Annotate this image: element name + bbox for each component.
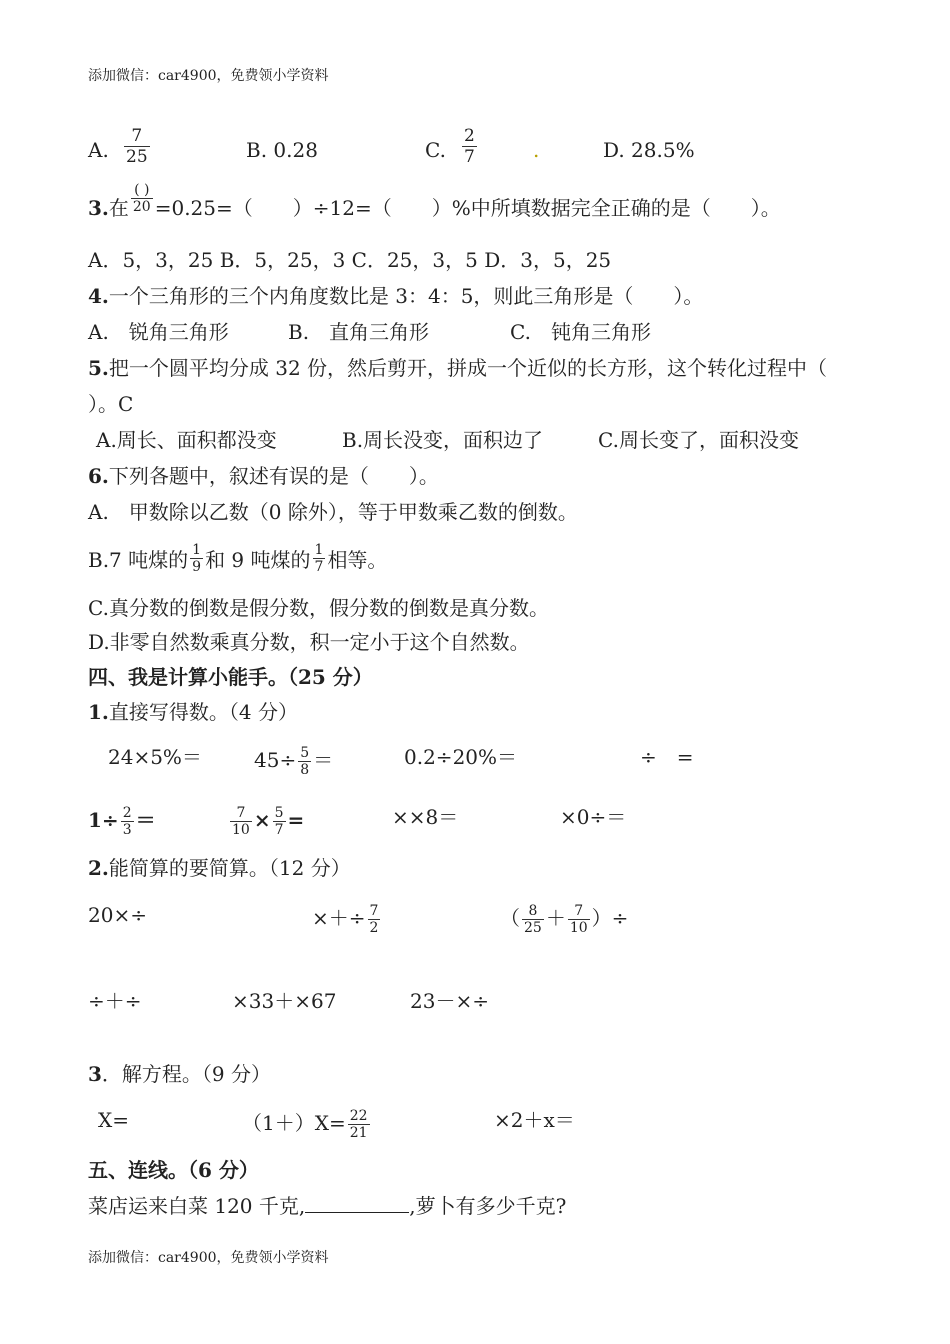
q4-option-a: A. 锐角三角形 bbox=[88, 320, 229, 344]
calc-1-2-suffix: ＝ bbox=[313, 748, 334, 772]
calc-1-6-fraction-1 bbox=[230, 805, 252, 838]
q6-option-d: D.非零自然数乘真分数，积一定小于这个自然数。 bbox=[88, 630, 530, 654]
q6-b-prefix: B.7 吨煤的 bbox=[88, 548, 189, 572]
q2-option-c-label: C. bbox=[425, 138, 446, 162]
equation-1: X= bbox=[98, 1108, 129, 1132]
q5-text: 把一个圆平均分成 32 份，然后剪开，拼成一个近似的长方形，这个转化过程中（ bbox=[108, 356, 828, 380]
problem-suffix: ,萝卜有多少千克? bbox=[409, 1194, 567, 1218]
fraction-numerator: 8 bbox=[522, 903, 544, 920]
q6-b-fraction-2 bbox=[313, 542, 326, 575]
equation-2 bbox=[242, 1108, 372, 1141]
section-5-title: 五、连线。（6 分） bbox=[88, 1158, 259, 1182]
calc-1-5-prefix: 1÷ bbox=[88, 808, 119, 832]
question-number: 5. bbox=[88, 356, 109, 380]
q3-fraction bbox=[131, 182, 153, 215]
problem-prefix: 菜店运来白菜 120 千克, bbox=[88, 1194, 306, 1218]
fraction-numerator: 22 bbox=[349, 1108, 368, 1124]
fraction-numerator: 5 bbox=[274, 805, 284, 821]
simplify-2-fraction bbox=[368, 903, 381, 936]
q6-option-b bbox=[88, 542, 388, 575]
equation-2-prefix: （1＋）X= bbox=[242, 1111, 346, 1135]
question-5 bbox=[88, 356, 827, 380]
q6-b-suffix: 相等。 bbox=[327, 548, 388, 572]
calc-1-5-fraction bbox=[121, 805, 134, 838]
q4-option-c: C. 钝角三角形 bbox=[510, 320, 651, 344]
part-2-text: 能简算的要简算。（12 分） bbox=[108, 856, 351, 880]
question-number: 6. bbox=[88, 464, 109, 488]
calc-1-2-fraction bbox=[298, 745, 311, 778]
simplify-5: ×33＋×67 bbox=[232, 989, 337, 1013]
q4-text: 一个三角形的三个内角度数比是 3：4：5，则此三角形是（ ）。 bbox=[108, 284, 704, 308]
open-paren: （ bbox=[500, 906, 520, 930]
page-header: 添加微信：car4900，免费领小学资料 bbox=[88, 68, 329, 84]
q2-option-b: B. 0.28 bbox=[246, 138, 318, 162]
fraction-denominator: 10 bbox=[569, 920, 588, 936]
fraction-denominator: 8 bbox=[300, 762, 310, 778]
fraction-denominator: 2 bbox=[369, 920, 379, 936]
calc-1-6-suffix: = bbox=[287, 808, 305, 832]
question-3 bbox=[88, 182, 781, 220]
q6-b-middle: 和 9 吨煤的 bbox=[205, 548, 311, 572]
question-6 bbox=[88, 464, 439, 488]
simplify-1: 20×÷ bbox=[88, 903, 147, 927]
fraction-denominator: 9 bbox=[192, 559, 202, 575]
calc-1-2-prefix: 45÷ bbox=[254, 748, 297, 772]
calc-1-5 bbox=[88, 805, 156, 838]
q3-text: =0.25=（ ）÷12=（ ）%中所填数据完全正确的是（ ）。 bbox=[154, 196, 781, 220]
calc-1-1: 24×5%＝ bbox=[108, 745, 202, 769]
q4-option-b: B. 直角三角形 bbox=[288, 320, 430, 344]
calc-1-5-suffix: ＝ bbox=[135, 808, 156, 832]
calc-1-8: ×0÷＝ bbox=[560, 805, 627, 829]
fraction-denominator: 20 bbox=[132, 199, 151, 215]
plus-sign: ＋ bbox=[545, 906, 566, 930]
fraction-denominator: 7 bbox=[464, 147, 475, 167]
calc-1-6-fraction-2 bbox=[273, 805, 286, 838]
fraction-numerator: 2 bbox=[464, 126, 475, 146]
q6-text: 下列各题中，叙述有误的是（ ）。 bbox=[108, 464, 439, 488]
page-footer: 添加微信：car4900，免费领小学资料 bbox=[88, 1250, 329, 1266]
section-4-part-2 bbox=[88, 856, 351, 880]
fraction-numerator: 1 bbox=[314, 542, 324, 558]
q5-option-b: B.周长没变，面积边了 bbox=[342, 428, 544, 452]
simplify-3 bbox=[500, 903, 628, 936]
question-number: 3 bbox=[88, 1062, 102, 1086]
fraction-numerator: 1 bbox=[192, 542, 202, 558]
section-5-problem bbox=[88, 1194, 566, 1218]
simplify-6: 23－×÷ bbox=[410, 989, 489, 1013]
q2-option-a-fraction bbox=[124, 126, 150, 167]
q3-options: A．5，3，25 B．5，25，3 C．25，3，5 D．3，5，25 bbox=[88, 248, 612, 272]
fraction-denominator: 21 bbox=[349, 1125, 368, 1141]
stray-dot: . bbox=[533, 138, 540, 162]
calc-1-2 bbox=[254, 745, 333, 778]
fraction-denominator: 7 bbox=[314, 559, 324, 575]
simplify-3-fraction-1 bbox=[522, 903, 544, 936]
question-number: 4. bbox=[88, 284, 109, 308]
simplify-3-fraction-2 bbox=[568, 903, 590, 936]
fraction-numerator: 7 bbox=[369, 903, 379, 919]
fraction-denominator: 25 bbox=[126, 147, 148, 167]
q2-option-d: D. 28.5% bbox=[603, 138, 695, 162]
simplify-2 bbox=[312, 903, 382, 936]
section-4-part-1 bbox=[88, 700, 298, 724]
question-number: 3. bbox=[88, 196, 109, 220]
q2-option-a-label: A. bbox=[88, 138, 109, 162]
fraction-numerator: ( ) bbox=[131, 182, 153, 199]
section-4-title: 四、我是计算小能手。（25 分） bbox=[88, 665, 373, 689]
fraction-numerator: 7 bbox=[124, 126, 150, 147]
question-number: 2. bbox=[88, 856, 109, 880]
q6-option-a: A. 甲数除以乙数（0 除外），等于甲数乘乙数的倒数。 bbox=[88, 500, 578, 524]
fraction-numerator: 7 bbox=[230, 805, 252, 822]
fraction-numerator: 2 bbox=[122, 805, 132, 821]
calc-1-7: ××8＝ bbox=[392, 805, 459, 829]
fraction-denominator: 3 bbox=[122, 822, 132, 838]
fraction-numerator: 5 bbox=[300, 745, 310, 761]
q2-option-c-fraction bbox=[462, 126, 477, 167]
calc-1-6 bbox=[228, 805, 304, 838]
q5-continued: ）。C bbox=[88, 392, 134, 416]
question-number: 1. bbox=[88, 700, 109, 724]
equation-2-fraction bbox=[348, 1108, 370, 1141]
equation-3: ×2＋x＝ bbox=[494, 1108, 575, 1132]
simplify-4: ÷＋÷ bbox=[88, 989, 142, 1013]
calc-1-4: ÷ = bbox=[640, 745, 694, 769]
fraction-denominator: 25 bbox=[524, 920, 542, 936]
simplify-2-prefix: ×＋÷ bbox=[312, 906, 366, 930]
q5-option-c: C.周长变了，面积没变 bbox=[598, 428, 799, 452]
times-sign: × bbox=[253, 808, 271, 832]
close-paren-divide: ）÷ bbox=[591, 906, 629, 930]
q5-option-a: A.周长、面积都没变 bbox=[96, 428, 277, 452]
section-4-part-3 bbox=[88, 1062, 271, 1086]
fraction-denominator: 7 bbox=[274, 822, 284, 838]
question-4 bbox=[88, 284, 703, 308]
calc-1-3: 0.2÷20%＝ bbox=[404, 745, 518, 769]
answer-blank[interactable] bbox=[305, 1194, 409, 1213]
part-1-text: 直接写得数。（4 分） bbox=[108, 700, 298, 724]
q6-b-fraction-1 bbox=[190, 542, 203, 575]
fraction-numerator: 7 bbox=[568, 903, 590, 920]
part-3-text: ．解方程。（9 分） bbox=[101, 1062, 272, 1086]
q6-option-c: C.真分数的倒数是假分数，假分数的倒数是真分数。 bbox=[88, 596, 549, 620]
fraction-denominator: 10 bbox=[232, 822, 250, 838]
q3-prefix: 在 bbox=[108, 196, 129, 220]
